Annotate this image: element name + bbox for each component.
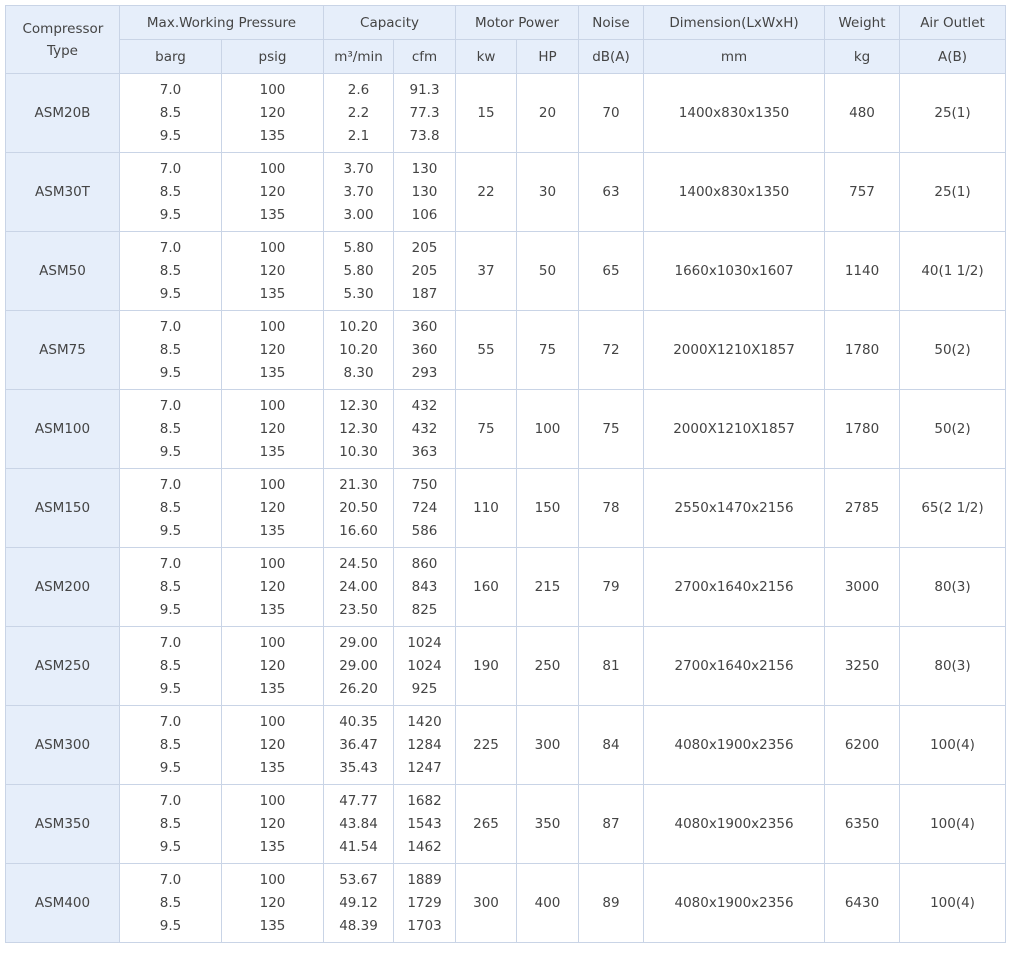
kw-cell: 55: [456, 311, 517, 390]
weight-cell: 6350: [825, 785, 900, 864]
psig-cell-value: 135: [259, 838, 286, 855]
psig-cell: [222, 232, 324, 311]
cfm-cell-value: 293: [411, 364, 438, 381]
cfm-cell-value: 205: [411, 262, 438, 279]
weight-cell: 1140: [825, 232, 900, 311]
air-outlet-cell: 100(4): [900, 706, 1006, 785]
psig-cell-value: 120: [259, 736, 286, 753]
cfm-cell: [394, 785, 456, 864]
psig-cell: [222, 864, 324, 943]
barg-cell: [120, 311, 222, 390]
psig-cell-value: 135: [259, 917, 286, 934]
cfm-cell-value: 1024: [407, 657, 442, 674]
m3min-cell-value: 21.30: [339, 476, 378, 493]
barg-cell-value: 8.5: [159, 341, 182, 358]
table-row: [6, 864, 1006, 943]
m3min-cell-value: 47.77: [339, 792, 378, 809]
psig-cell: [222, 548, 324, 627]
cfm-cell-value: 860: [411, 555, 438, 572]
dimension-cell: 2700x1640x2156: [644, 548, 825, 627]
psig-cell-value: 100: [259, 792, 286, 809]
air-outlet-cell: 100(4): [900, 785, 1006, 864]
cfm-cell-value: 925: [411, 680, 438, 697]
cfm-cell: [394, 627, 456, 706]
weight-cell: 6430: [825, 864, 900, 943]
psig-cell-value: 135: [259, 443, 286, 460]
dimension-cell: 2000X1210X1857: [644, 390, 825, 469]
m3min-cell-value: 3.70: [343, 183, 374, 200]
compressor-type-cell: ASM300: [6, 706, 120, 785]
table-row: [6, 311, 1006, 390]
barg-cell-value: 8.5: [159, 262, 182, 279]
header-compressor-type: Compressor Type: [6, 6, 120, 74]
cfm-cell: [394, 311, 456, 390]
table-row: [6, 627, 1006, 706]
psig-cell-value: 135: [259, 285, 286, 302]
cfm-cell-value: 205: [411, 239, 438, 256]
compressor-type-cell: ASM250: [6, 627, 120, 706]
barg-cell-value: 7.0: [159, 476, 182, 493]
hp-cell: 215: [517, 548, 579, 627]
hp-cell: 50: [517, 232, 579, 311]
compressor-type-cell: ASM20B: [6, 74, 120, 153]
cfm-cell-value: 130: [411, 160, 438, 177]
barg-cell: [120, 469, 222, 548]
header-weight: Weight: [825, 6, 900, 40]
cfm-cell-value: 1543: [407, 815, 442, 832]
header-motor-power: Motor Power: [456, 6, 579, 40]
weight-cell: 3250: [825, 627, 900, 706]
air-outlet-cell: 50(2): [900, 311, 1006, 390]
header-noise: Noise: [579, 6, 644, 40]
barg-cell: [120, 864, 222, 943]
weight-cell: 480: [825, 74, 900, 153]
psig-cell-value: 135: [259, 127, 286, 144]
m3min-cell-value: 53.67: [339, 871, 378, 888]
m3min-cell-value: 29.00: [339, 657, 378, 674]
compressor-type-cell: ASM200: [6, 548, 120, 627]
table-body: [6, 74, 1006, 943]
dimension-cell: 1400x830x1350: [644, 74, 825, 153]
barg-cell-value: 9.5: [159, 838, 182, 855]
noise-cell: 89: [579, 864, 644, 943]
m3min-cell-value: 43.84: [339, 815, 378, 832]
cfm-cell: [394, 153, 456, 232]
noise-cell: 81: [579, 627, 644, 706]
kw-cell: 110: [456, 469, 517, 548]
unit-mm: mm: [644, 40, 825, 74]
m3min-cell-value: 2.6: [347, 81, 370, 98]
m3min-cell-value: 10.30: [339, 443, 378, 460]
m3min-cell-value: 3.70: [343, 160, 374, 177]
dimension-cell: 4080x1900x2356: [644, 785, 825, 864]
air-outlet-cell: 80(3): [900, 627, 1006, 706]
m3min-cell-value: 3.00: [343, 206, 374, 223]
weight-cell: 2785: [825, 469, 900, 548]
psig-cell-value: 100: [259, 555, 286, 572]
kw-cell: 225: [456, 706, 517, 785]
cfm-cell-value: 1729: [407, 894, 442, 911]
cfm-cell-value: 825: [411, 601, 438, 618]
psig-cell-value: 120: [259, 262, 286, 279]
air-outlet-cell: 100(4): [900, 864, 1006, 943]
psig-cell: [222, 785, 324, 864]
psig-cell-value: 120: [259, 104, 286, 121]
compressor-type-cell: ASM100: [6, 390, 120, 469]
barg-cell: [120, 390, 222, 469]
dimension-cell: 4080x1900x2356: [644, 706, 825, 785]
psig-cell-value: 135: [259, 601, 286, 618]
psig-cell-value: 100: [259, 160, 286, 177]
barg-cell: [120, 627, 222, 706]
m3min-cell: [324, 311, 394, 390]
psig-cell: [222, 390, 324, 469]
barg-cell-value: 7.0: [159, 81, 182, 98]
barg-cell-value: 8.5: [159, 420, 182, 437]
kw-cell: 160: [456, 548, 517, 627]
psig-cell-value: 100: [259, 634, 286, 651]
psig-cell-value: 135: [259, 206, 286, 223]
cfm-cell-value: 1889: [407, 871, 442, 888]
m3min-cell: [324, 232, 394, 311]
unit-psig: psig: [222, 40, 324, 74]
table-row: [6, 706, 1006, 785]
m3min-cell-value: 2.1: [347, 127, 370, 144]
m3min-cell-value: 10.20: [339, 341, 378, 358]
kw-cell: 15: [456, 74, 517, 153]
cfm-cell-value: 73.8: [409, 127, 440, 144]
cfm-cell-value: 1284: [407, 736, 442, 753]
table-row: [6, 469, 1006, 548]
barg-cell-value: 8.5: [159, 657, 182, 674]
air-outlet-cell: 65(2 1/2): [900, 469, 1006, 548]
psig-cell-value: 100: [259, 871, 286, 888]
air-outlet-cell: 25(1): [900, 74, 1006, 153]
barg-cell-value: 7.0: [159, 792, 182, 809]
psig-cell: [222, 74, 324, 153]
air-outlet-cell: 25(1): [900, 153, 1006, 232]
m3min-cell: [324, 864, 394, 943]
cfm-cell-value: 360: [411, 318, 438, 335]
compressor-type-cell: ASM400: [6, 864, 120, 943]
barg-cell-value: 9.5: [159, 917, 182, 934]
psig-cell-value: 120: [259, 499, 286, 516]
psig-cell-value: 135: [259, 522, 286, 539]
table-row: [6, 74, 1006, 153]
m3min-cell-value: 10.20: [339, 318, 378, 335]
table-row: [6, 785, 1006, 864]
air-outlet-cell: 40(1 1/2): [900, 232, 1006, 311]
cfm-cell-value: 1682: [407, 792, 442, 809]
compressor-type-cell: ASM350: [6, 785, 120, 864]
unit-dba: dB(A): [579, 40, 644, 74]
cfm-cell: [394, 548, 456, 627]
psig-cell-value: 120: [259, 183, 286, 200]
psig-cell-value: 135: [259, 680, 286, 697]
psig-cell-value: 120: [259, 341, 286, 358]
cfm-cell-value: 750: [411, 476, 438, 493]
weight-cell: 1780: [825, 390, 900, 469]
cfm-cell-value: 843: [411, 578, 438, 595]
noise-cell: 72: [579, 311, 644, 390]
barg-cell-value: 9.5: [159, 443, 182, 460]
barg-cell: [120, 706, 222, 785]
noise-cell: 70: [579, 74, 644, 153]
dimension-cell: 2550x1470x2156: [644, 469, 825, 548]
m3min-cell-value: 49.12: [339, 894, 378, 911]
cfm-cell: [394, 232, 456, 311]
barg-cell: [120, 232, 222, 311]
header-max-working-pressure: Max.Working Pressure: [120, 6, 324, 40]
m3min-cell-value: 36.47: [339, 736, 378, 753]
barg-cell-value: 8.5: [159, 499, 182, 516]
m3min-cell: [324, 153, 394, 232]
m3min-cell-value: 41.54: [339, 838, 378, 855]
hp-cell: 350: [517, 785, 579, 864]
m3min-cell: [324, 548, 394, 627]
barg-cell-value: 9.5: [159, 206, 182, 223]
cfm-cell-value: 187: [411, 285, 438, 302]
barg-cell: [120, 153, 222, 232]
m3min-cell-value: 26.20: [339, 680, 378, 697]
psig-cell: [222, 469, 324, 548]
cfm-cell-value: 1703: [407, 917, 442, 934]
compressor-type-cell: ASM30T: [6, 153, 120, 232]
noise-cell: 65: [579, 232, 644, 311]
unit-kg: kg: [825, 40, 900, 74]
header-air-outlet: Air Outlet: [900, 6, 1006, 40]
psig-cell: [222, 311, 324, 390]
unit-barg: barg: [120, 40, 222, 74]
barg-cell-value: 8.5: [159, 578, 182, 595]
barg-cell-value: 7.0: [159, 160, 182, 177]
m3min-cell-value: 12.30: [339, 397, 378, 414]
noise-cell: 79: [579, 548, 644, 627]
m3min-cell: [324, 74, 394, 153]
dimension-cell: 4080x1900x2356: [644, 864, 825, 943]
cfm-cell: [394, 469, 456, 548]
m3min-cell-value: 16.60: [339, 522, 378, 539]
hp-cell: 75: [517, 311, 579, 390]
m3min-cell-value: 20.50: [339, 499, 378, 516]
dimension-cell: 2000X1210X1857: [644, 311, 825, 390]
barg-cell-value: 9.5: [159, 601, 182, 618]
cfm-cell-value: 1247: [407, 759, 442, 776]
cfm-cell-value: 130: [411, 183, 438, 200]
kw-cell: 37: [456, 232, 517, 311]
cfm-cell-value: 1024: [407, 634, 442, 651]
barg-cell-value: 9.5: [159, 759, 182, 776]
barg-cell-value: 8.5: [159, 736, 182, 753]
psig-cell: [222, 706, 324, 785]
barg-cell-value: 7.0: [159, 318, 182, 335]
compressor-type-cell: ASM75: [6, 311, 120, 390]
barg-cell-value: 9.5: [159, 285, 182, 302]
psig-cell-value: 120: [259, 894, 286, 911]
barg-cell-value: 8.5: [159, 815, 182, 832]
header-capacity: Capacity: [324, 6, 456, 40]
barg-cell-value: 7.0: [159, 397, 182, 414]
m3min-cell-value: 24.50: [339, 555, 378, 572]
barg-cell-value: 7.0: [159, 555, 182, 572]
noise-cell: 78: [579, 469, 644, 548]
weight-cell: 3000: [825, 548, 900, 627]
cfm-cell-value: 432: [411, 397, 438, 414]
cfm-cell-value: 91.3: [409, 81, 440, 98]
m3min-cell: [324, 627, 394, 706]
kw-cell: 300: [456, 864, 517, 943]
unit-hp: HP: [517, 40, 579, 74]
noise-cell: 87: [579, 785, 644, 864]
compressor-type-cell: ASM50: [6, 232, 120, 311]
cfm-cell-value: 586: [411, 522, 438, 539]
barg-cell: [120, 785, 222, 864]
cfm-cell-value: 363: [411, 443, 438, 460]
dimension-cell: 1660x1030x1607: [644, 232, 825, 311]
unit-cfm: cfm: [394, 40, 456, 74]
hp-cell: 400: [517, 864, 579, 943]
hp-cell: 20: [517, 74, 579, 153]
cfm-cell-value: 1462: [407, 838, 442, 855]
hp-cell: 100: [517, 390, 579, 469]
m3min-cell-value: 29.00: [339, 634, 378, 651]
hp-cell: 30: [517, 153, 579, 232]
m3min-cell: [324, 390, 394, 469]
m3min-cell-value: 35.43: [339, 759, 378, 776]
psig-cell-value: 100: [259, 239, 286, 256]
psig-cell-value: 135: [259, 759, 286, 776]
barg-cell-value: 9.5: [159, 364, 182, 381]
m3min-cell-value: 2.2: [347, 104, 370, 121]
cfm-cell-value: 360: [411, 341, 438, 358]
cfm-cell-value: 724: [411, 499, 438, 516]
psig-cell: [222, 153, 324, 232]
compressor-type-cell: ASM150: [6, 469, 120, 548]
barg-cell-value: 8.5: [159, 894, 182, 911]
psig-cell-value: 120: [259, 578, 286, 595]
m3min-cell-value: 23.50: [339, 601, 378, 618]
m3min-cell-value: 40.35: [339, 713, 378, 730]
kw-cell: 265: [456, 785, 517, 864]
m3min-cell-value: 48.39: [339, 917, 378, 934]
air-outlet-cell: 80(3): [900, 548, 1006, 627]
cfm-cell-value: 77.3: [409, 104, 440, 121]
barg-cell-value: 9.5: [159, 680, 182, 697]
psig-cell-value: 120: [259, 420, 286, 437]
cfm-cell-value: 106: [411, 206, 438, 223]
weight-cell: 6200: [825, 706, 900, 785]
table-row: [6, 390, 1006, 469]
table-row: [6, 232, 1006, 311]
psig-cell: [222, 627, 324, 706]
cfm-cell: [394, 74, 456, 153]
header-dimension: Dimension(LxWxH): [644, 6, 825, 40]
barg-cell-value: 7.0: [159, 713, 182, 730]
noise-cell: 63: [579, 153, 644, 232]
psig-cell-value: 100: [259, 318, 286, 335]
kw-cell: 22: [456, 153, 517, 232]
barg-cell-value: 8.5: [159, 104, 182, 121]
psig-cell-value: 100: [259, 397, 286, 414]
psig-cell-value: 100: [259, 713, 286, 730]
m3min-cell: [324, 469, 394, 548]
kw-cell: 190: [456, 627, 517, 706]
hp-cell: 300: [517, 706, 579, 785]
noise-cell: 75: [579, 390, 644, 469]
barg-cell-value: 7.0: [159, 634, 182, 651]
air-outlet-cell: 50(2): [900, 390, 1006, 469]
psig-cell-value: 120: [259, 815, 286, 832]
unit-ab: A(B): [900, 40, 1006, 74]
barg-cell-value: 7.0: [159, 871, 182, 888]
cfm-cell: [394, 864, 456, 943]
dimension-cell: 1400x830x1350: [644, 153, 825, 232]
cfm-cell: [394, 390, 456, 469]
psig-cell-value: 100: [259, 81, 286, 98]
m3min-cell-value: 12.30: [339, 420, 378, 437]
weight-cell: 1780: [825, 311, 900, 390]
unit-kw: kw: [456, 40, 517, 74]
m3min-cell-value: 5.80: [343, 239, 374, 256]
m3min-cell-value: 8.30: [343, 364, 374, 381]
cfm-cell: [394, 706, 456, 785]
barg-cell: [120, 548, 222, 627]
m3min-cell-value: 24.00: [339, 578, 378, 595]
kw-cell: 75: [456, 390, 517, 469]
barg-cell-value: 9.5: [159, 522, 182, 539]
noise-cell: 84: [579, 706, 644, 785]
table-row: [6, 548, 1006, 627]
compressor-spec-table: [5, 5, 1006, 943]
m3min-cell-value: 5.30: [343, 285, 374, 302]
m3min-cell: [324, 706, 394, 785]
dimension-cell: 2700x1640x2156: [644, 627, 825, 706]
barg-cell: [120, 74, 222, 153]
hp-cell: 250: [517, 627, 579, 706]
hp-cell: 150: [517, 469, 579, 548]
m3min-cell-value: 5.80: [343, 262, 374, 279]
psig-cell-value: 135: [259, 364, 286, 381]
cfm-cell-value: 432: [411, 420, 438, 437]
barg-cell-value: 9.5: [159, 127, 182, 144]
cfm-cell-value: 1420: [407, 713, 442, 730]
weight-cell: 757: [825, 153, 900, 232]
psig-cell-value: 120: [259, 657, 286, 674]
psig-cell-value: 100: [259, 476, 286, 493]
barg-cell-value: 7.0: [159, 239, 182, 256]
barg-cell-value: 8.5: [159, 183, 182, 200]
m3min-cell: [324, 785, 394, 864]
unit-m3min: m³/min: [324, 40, 394, 74]
table-row: [6, 153, 1006, 232]
